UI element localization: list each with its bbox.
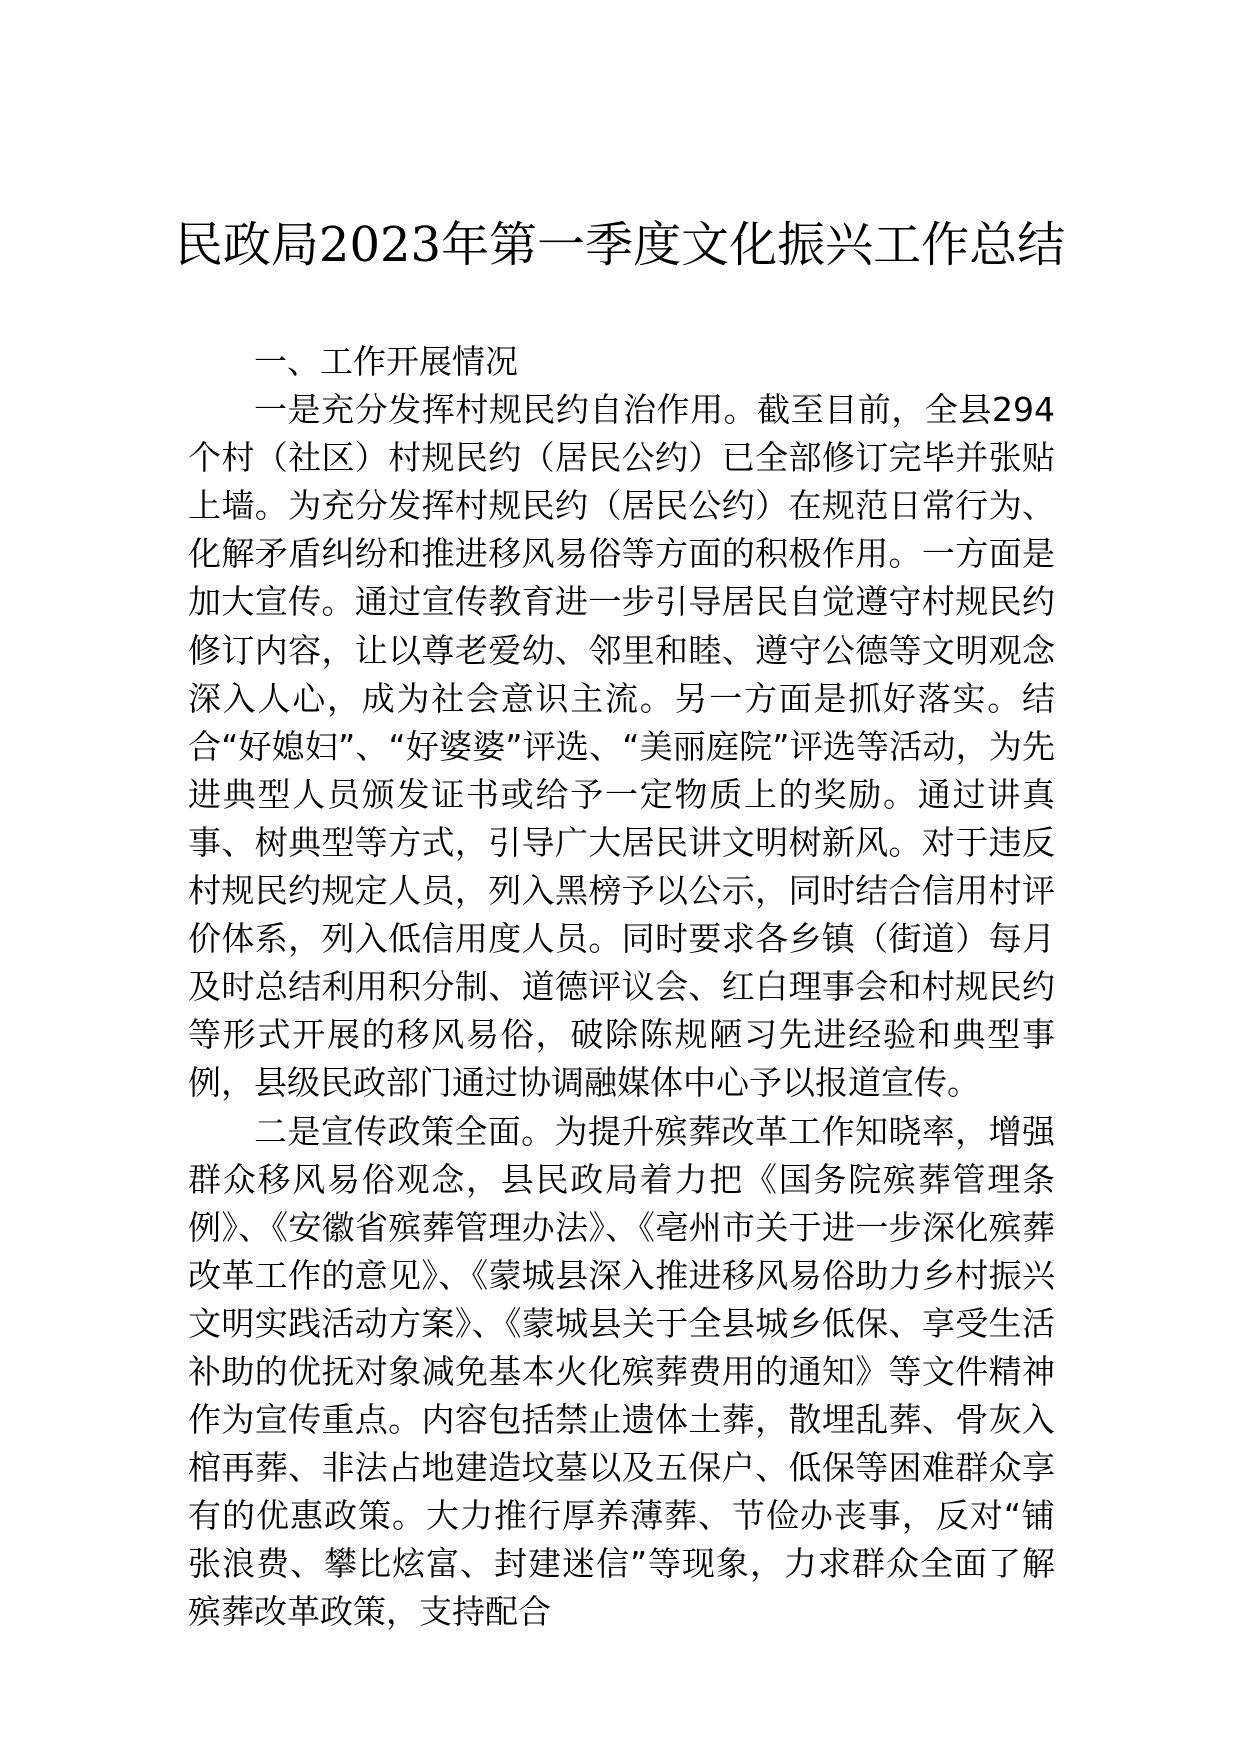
paragraph-1: 一是充分发挥村规民约自治作用。截至目前，全县294个村（社区）村规民约（居民公约）已全部修订完毕并张贴上墙。为充分发挥村规民约（居民公约）在规范日常行为、化解矛盾纠纷和推进移风易俗等方面的积极作用。一方面是加大宣传。通过宣传教育进一步引导居民自觉遵守村规民约修订内容，让以尊老爱幼、邻里和睦、遵守公德等文明观念深入人心，成为社会意识主流。另一方面是抓好落实。结合“好媳妇”、“好婆婆”评选、“美丽庭院”评选等活动，为先进典型人员颁发证书或给予一定物质上的奖励。通过讲真事、树典型等方式，引导广大居民讲文明树新风。对于违反村规民约规定人员，列入黑榜予以公示，同时结合信用村评价体系，列入低信用度人员。同时要求各乡镇（街道）每月及时总结利用积分制、道德评议会、红白理事会和村规民约等形式开展的移风易俗，破除陈规陋习先进经验和典型事例，县级民政部门通过协调融媒体中心予以报道宣传。 bbox=[188, 390, 1055, 1103]
document-body bbox=[188, 338, 1055, 1637]
section-heading: 一、工作开展情况 bbox=[254, 342, 518, 381]
document-title: 民政局2023年第一季度文化振兴工作总结 bbox=[174, 217, 1066, 273]
paragraph-2: 二是宣传政策全面。为提升殡葬改革工作知晓率，增强群众移风易俗观念，县民政局着力把《国务院殡葬管理条例》、《安徽省殡葬管理办法》、《亳州市关于进一步深化殡葬改革工作的意见》、《蒙城县深入推进移风易俗助力乡村振兴文明实践活动方案》、《蒙城县关于全县城乡低保、享受生活补助的优抚对象减免基本火化殡葬费用的通知》等文件精神作为宣传重点。内容包括禁止遗体土葬，散埋乱葬、骨灰入棺再葬、非法占地建造坟墓以及五保户、低保等困难群众享有的优惠政策。大力推行厚养薄葬、节俭办丧事，反对“铺张浪费、攀比炫富、封建迷信”等现象，力求群众全面了解殡葬改革政策，支持配合 bbox=[188, 1111, 1055, 1632]
